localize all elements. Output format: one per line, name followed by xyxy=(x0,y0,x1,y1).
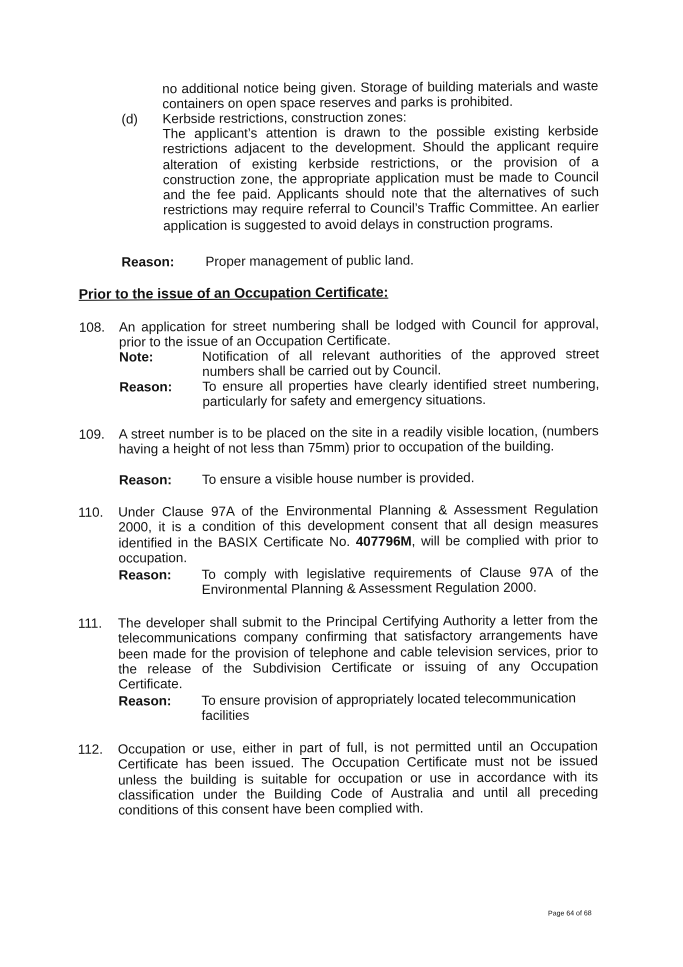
item-d-marker: (d) xyxy=(121,111,138,127)
continuation-paragraph: no additional notice being given. Storage of building materials and waste containers on open space reserves and parks is prohibited. xyxy=(162,78,599,112)
item-d-title: Kerbside restrictions, construction zones: xyxy=(162,109,407,127)
condition-108-reason xyxy=(119,376,599,410)
reason-text: To comply with legislative requirements of Clause 97A of the Environmental Planning & Assessment Regulation 2000. xyxy=(201,564,599,598)
condition-112-text: Occupation or use, either in part of full, is not permitted until an Occupation Certificate has been issued. The Occupation Certificate must not be issued unless the building is suitable for occupation or use in accordance with its classification under the Building Code of Australia and until all preceding conditions of this consent have been complied with. xyxy=(117,738,599,818)
condition-112-number: 112. xyxy=(77,741,103,757)
condition-110-number: 110. xyxy=(78,504,104,520)
condition-111-reason xyxy=(118,690,598,724)
reason-text: To ensure a visible house number is provided. xyxy=(201,470,475,487)
condition-110-reason xyxy=(119,564,599,598)
condition-109-reason xyxy=(119,469,599,488)
condition-111-number: 111. xyxy=(77,615,103,631)
note-label: Note: xyxy=(119,349,154,365)
condition-109-number: 109. xyxy=(78,426,105,442)
reason-text: To ensure provision of appropriately located telecommunication facilities xyxy=(201,690,576,724)
reason-text: To ensure all properties have clearly identified street numbering, particularly for safety and emergency situations. xyxy=(202,376,600,410)
section-heading: Prior to the issue of an Occupation Certificate: xyxy=(78,283,389,302)
note-text: Notification of all relevant authorities of the approved street numbers shall be carried out by Council. xyxy=(202,346,600,380)
condition-110-text xyxy=(118,501,598,566)
condition-110-text-before: Under Clause 97A of the Environmental Planning & Assessment Regulation 2000, it is a condition of this development consent that all design measures identified in the BASIX Certificate No. xyxy=(118,501,599,551)
condition-108-note xyxy=(119,346,599,380)
condition-110-text-after: , will be complied with prior to occupation. xyxy=(118,531,599,566)
page-number: Page 64 of 68 xyxy=(547,910,592,918)
reason-label: Reason: xyxy=(118,693,172,709)
condition-108-text: An application for street numbering shall be lodged with Council for approval, prior to the issue of an Occupation Certificate. xyxy=(118,316,599,350)
condition-109-text: A street number is to be placed on the site in a readily visible location, (numbers having a height of not less than 75mm) prior to occupation of the building. xyxy=(118,423,599,457)
reason-text: Proper management of public land. xyxy=(205,252,414,269)
reason-label: Reason: xyxy=(118,567,172,583)
condition-108-number: 108. xyxy=(78,319,106,335)
condition-111-text: The developer shall submit to the Principal Certifying Authority a letter from the telecommunications company confirming that satisfactory arrangements have been made for the provision of telephone and cable television services, prior to the release of the Subdivision Certificate or issuing of any Occupation Certificate. xyxy=(117,612,599,692)
reason-label: Reason: xyxy=(118,472,172,488)
reason-label: Reason: xyxy=(121,254,175,270)
reason-label: Reason: xyxy=(119,379,173,395)
basix-certificate-number: 407796M xyxy=(355,533,412,549)
reason-top xyxy=(121,252,414,269)
item-d-body: The applicant’s attention is drawn to the possible existing kerbside restrictions adjacent to the development. Should the applicant require alteration of existing kerbside restrictions, or the provision of a construction zone, the appropriate application must be made to Council and the fee paid. Applicants should note that the alternatives of such restrictions may require referral to Council’s Traffic Committee. An earlier application is suggested to avoid delays in construction programs. xyxy=(162,123,600,234)
